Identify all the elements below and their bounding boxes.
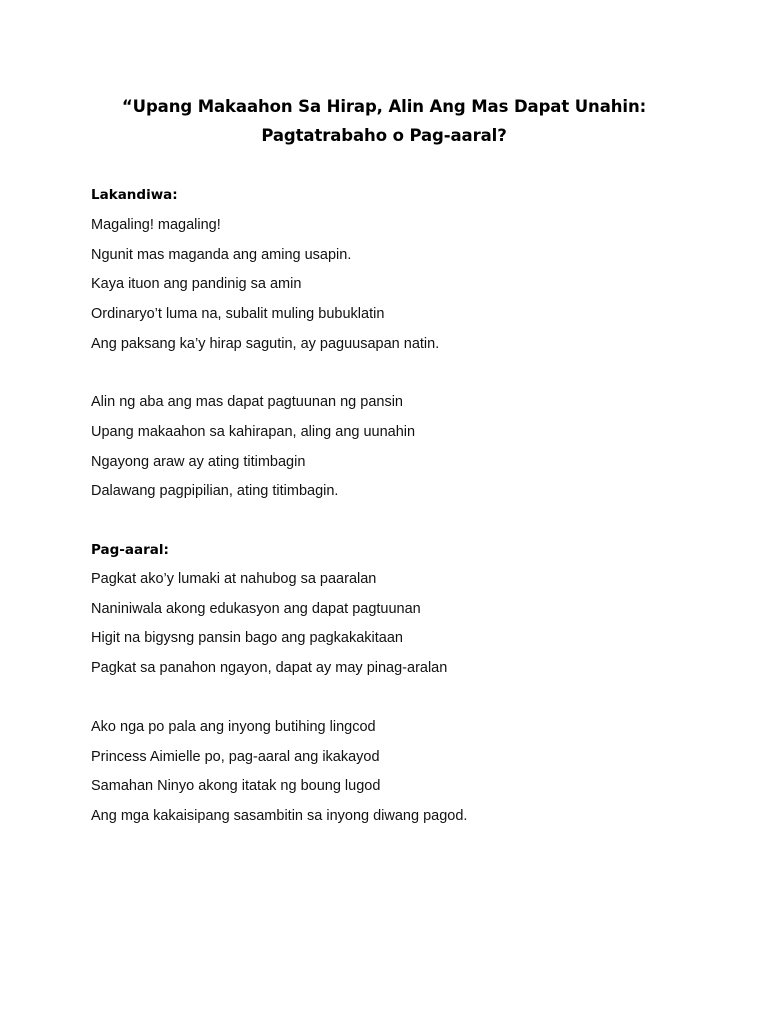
verse-line: Dalawang pagpipilian, ating titimbagin. <box>91 483 339 499</box>
verse-line: Pagkat ako’y lumaki at nahubog sa paaralan <box>91 571 377 587</box>
verse-line: Ang mga kakaisipang sasambitin sa inyong diwang pagod. <box>91 808 468 824</box>
verse-line: Princess Aimielle po, pag-aaral ang ikakayod <box>91 749 380 765</box>
section-heading-pag-aaral: Pag-aaral: <box>91 542 169 558</box>
verse-line: Ang paksang ka’y hirap sagutin, ay paguusapan natin. <box>91 336 440 352</box>
verse-line: Upang makaahon sa kahirapan, aling ang uunahin <box>91 424 416 440</box>
document-title-line-2: Pagtatrabaho o Pag-aaral? <box>261 126 507 145</box>
verse-line: Kaya ituon ang pandinig sa amin <box>91 276 302 292</box>
verse-line: Higit na bigysng pansin bago ang pagkakakitaan <box>91 630 403 646</box>
verse-line: Naniniwala akong edukasyon ang dapat pagtuunan <box>91 601 421 617</box>
verse-line: Pagkat sa panahon ngayon, dapat ay may pinag-aralan <box>91 660 448 676</box>
verse-line: Ngayong araw ay ating titimbagin <box>91 454 306 470</box>
verse-line: Ordinaryo’t luma na, subalit muling bubuklatin <box>91 306 385 322</box>
verse-line: Samahan Ninyo akong itatak ng boung lugod <box>91 778 381 794</box>
verse-line: Ako nga po pala ang inyong butihing lingcod <box>91 719 376 735</box>
verse-line: Ngunit mas maganda ang aming usapin. <box>91 247 352 263</box>
document-title-line-1: “Upang Makaahon Sa Hirap, Alin Ang Mas Dapat Unahin: <box>121 97 647 116</box>
verse-line: Magaling! magaling! <box>91 217 221 233</box>
verse-line: Alin ng aba ang mas dapat pagtuunan ng pansin <box>91 394 403 410</box>
section-heading-lakandiwa: Lakandiwa: <box>91 187 178 203</box>
